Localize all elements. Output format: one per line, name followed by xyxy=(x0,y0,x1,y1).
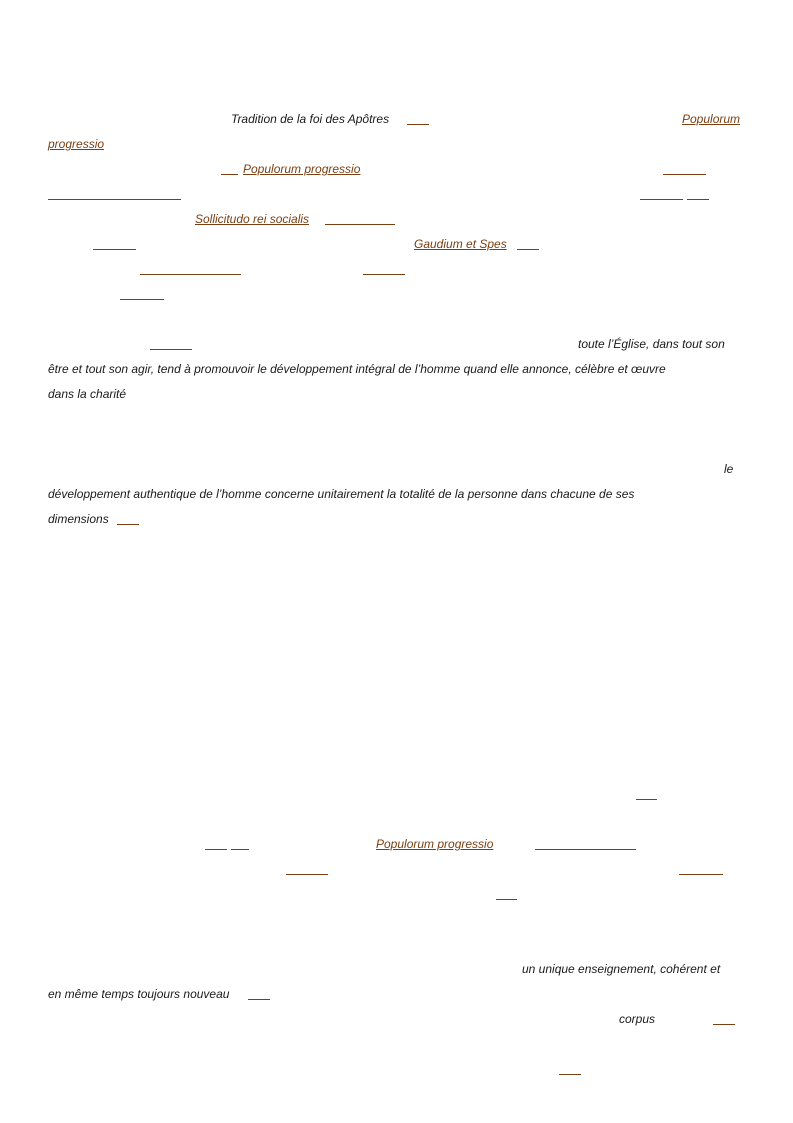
hidden-link[interactable] xyxy=(286,874,328,875)
footnote-ref[interactable] xyxy=(221,174,238,175)
link-populorum-progressio-cont[interactable]: progressio xyxy=(48,137,105,151)
hidden-link[interactable] xyxy=(150,349,192,350)
paragraph-text: le xyxy=(724,462,734,476)
paragraph-text: en même temps toujours nouveau xyxy=(48,987,230,1001)
hidden-link[interactable] xyxy=(535,849,636,850)
footnote-ref[interactable] xyxy=(496,899,517,900)
link-populorum-progressio[interactable]: Populorum progressio xyxy=(243,162,361,176)
corpus-text: corpus xyxy=(619,1012,656,1026)
paragraph-text: développement authentique de l’homme concerne unitairement la totalité de la personne dans chacune de ses xyxy=(48,487,635,501)
link-sollicitudo-rei-socialis[interactable]: Sollicitudo rei socialis xyxy=(195,212,310,226)
hidden-link[interactable] xyxy=(363,274,405,275)
hidden-link[interactable] xyxy=(679,874,723,875)
footnote-ref[interactable] xyxy=(248,999,270,1000)
footnote-ref[interactable] xyxy=(231,849,249,850)
hidden-link[interactable] xyxy=(140,274,241,275)
paragraph-text: toute l’Église, dans tout son xyxy=(578,337,725,351)
footnote-ref[interactable] xyxy=(636,799,657,800)
hidden-link[interactable] xyxy=(93,249,136,250)
footnote-ref[interactable] xyxy=(117,524,139,525)
paragraph-text: un unique enseignement, cohérent et xyxy=(522,962,721,976)
footnote-ref[interactable] xyxy=(205,849,227,850)
link-gaudium-et-spes[interactable]: Gaudium et Spes xyxy=(414,237,507,251)
footnote-ref[interactable] xyxy=(687,199,709,200)
footnote-ref[interactable] xyxy=(407,124,429,125)
hidden-link[interactable] xyxy=(120,299,164,300)
tradition-text: Tradition de la foi des Apôtres xyxy=(231,112,390,126)
footnote-ref[interactable] xyxy=(517,249,539,250)
paragraph-text: dans la charité xyxy=(48,387,127,401)
footnote-ref[interactable] xyxy=(713,1024,735,1025)
hidden-link[interactable] xyxy=(48,199,181,200)
footnote-ref[interactable] xyxy=(559,1074,581,1075)
hidden-link[interactable] xyxy=(663,174,706,175)
paragraph-text: dimensions xyxy=(48,512,109,526)
hidden-link[interactable] xyxy=(640,199,683,200)
hidden-link[interactable] xyxy=(325,224,395,225)
link-populorum-progressio[interactable]: Populorum progressio xyxy=(376,837,494,851)
paragraph-text: être et tout son agir, tend à promouvoir le développement intégral de l’homme quand elle annonce, célèbre et œuvre xyxy=(48,362,666,376)
link-populorum-progressio[interactable]: Populorum xyxy=(682,112,741,126)
